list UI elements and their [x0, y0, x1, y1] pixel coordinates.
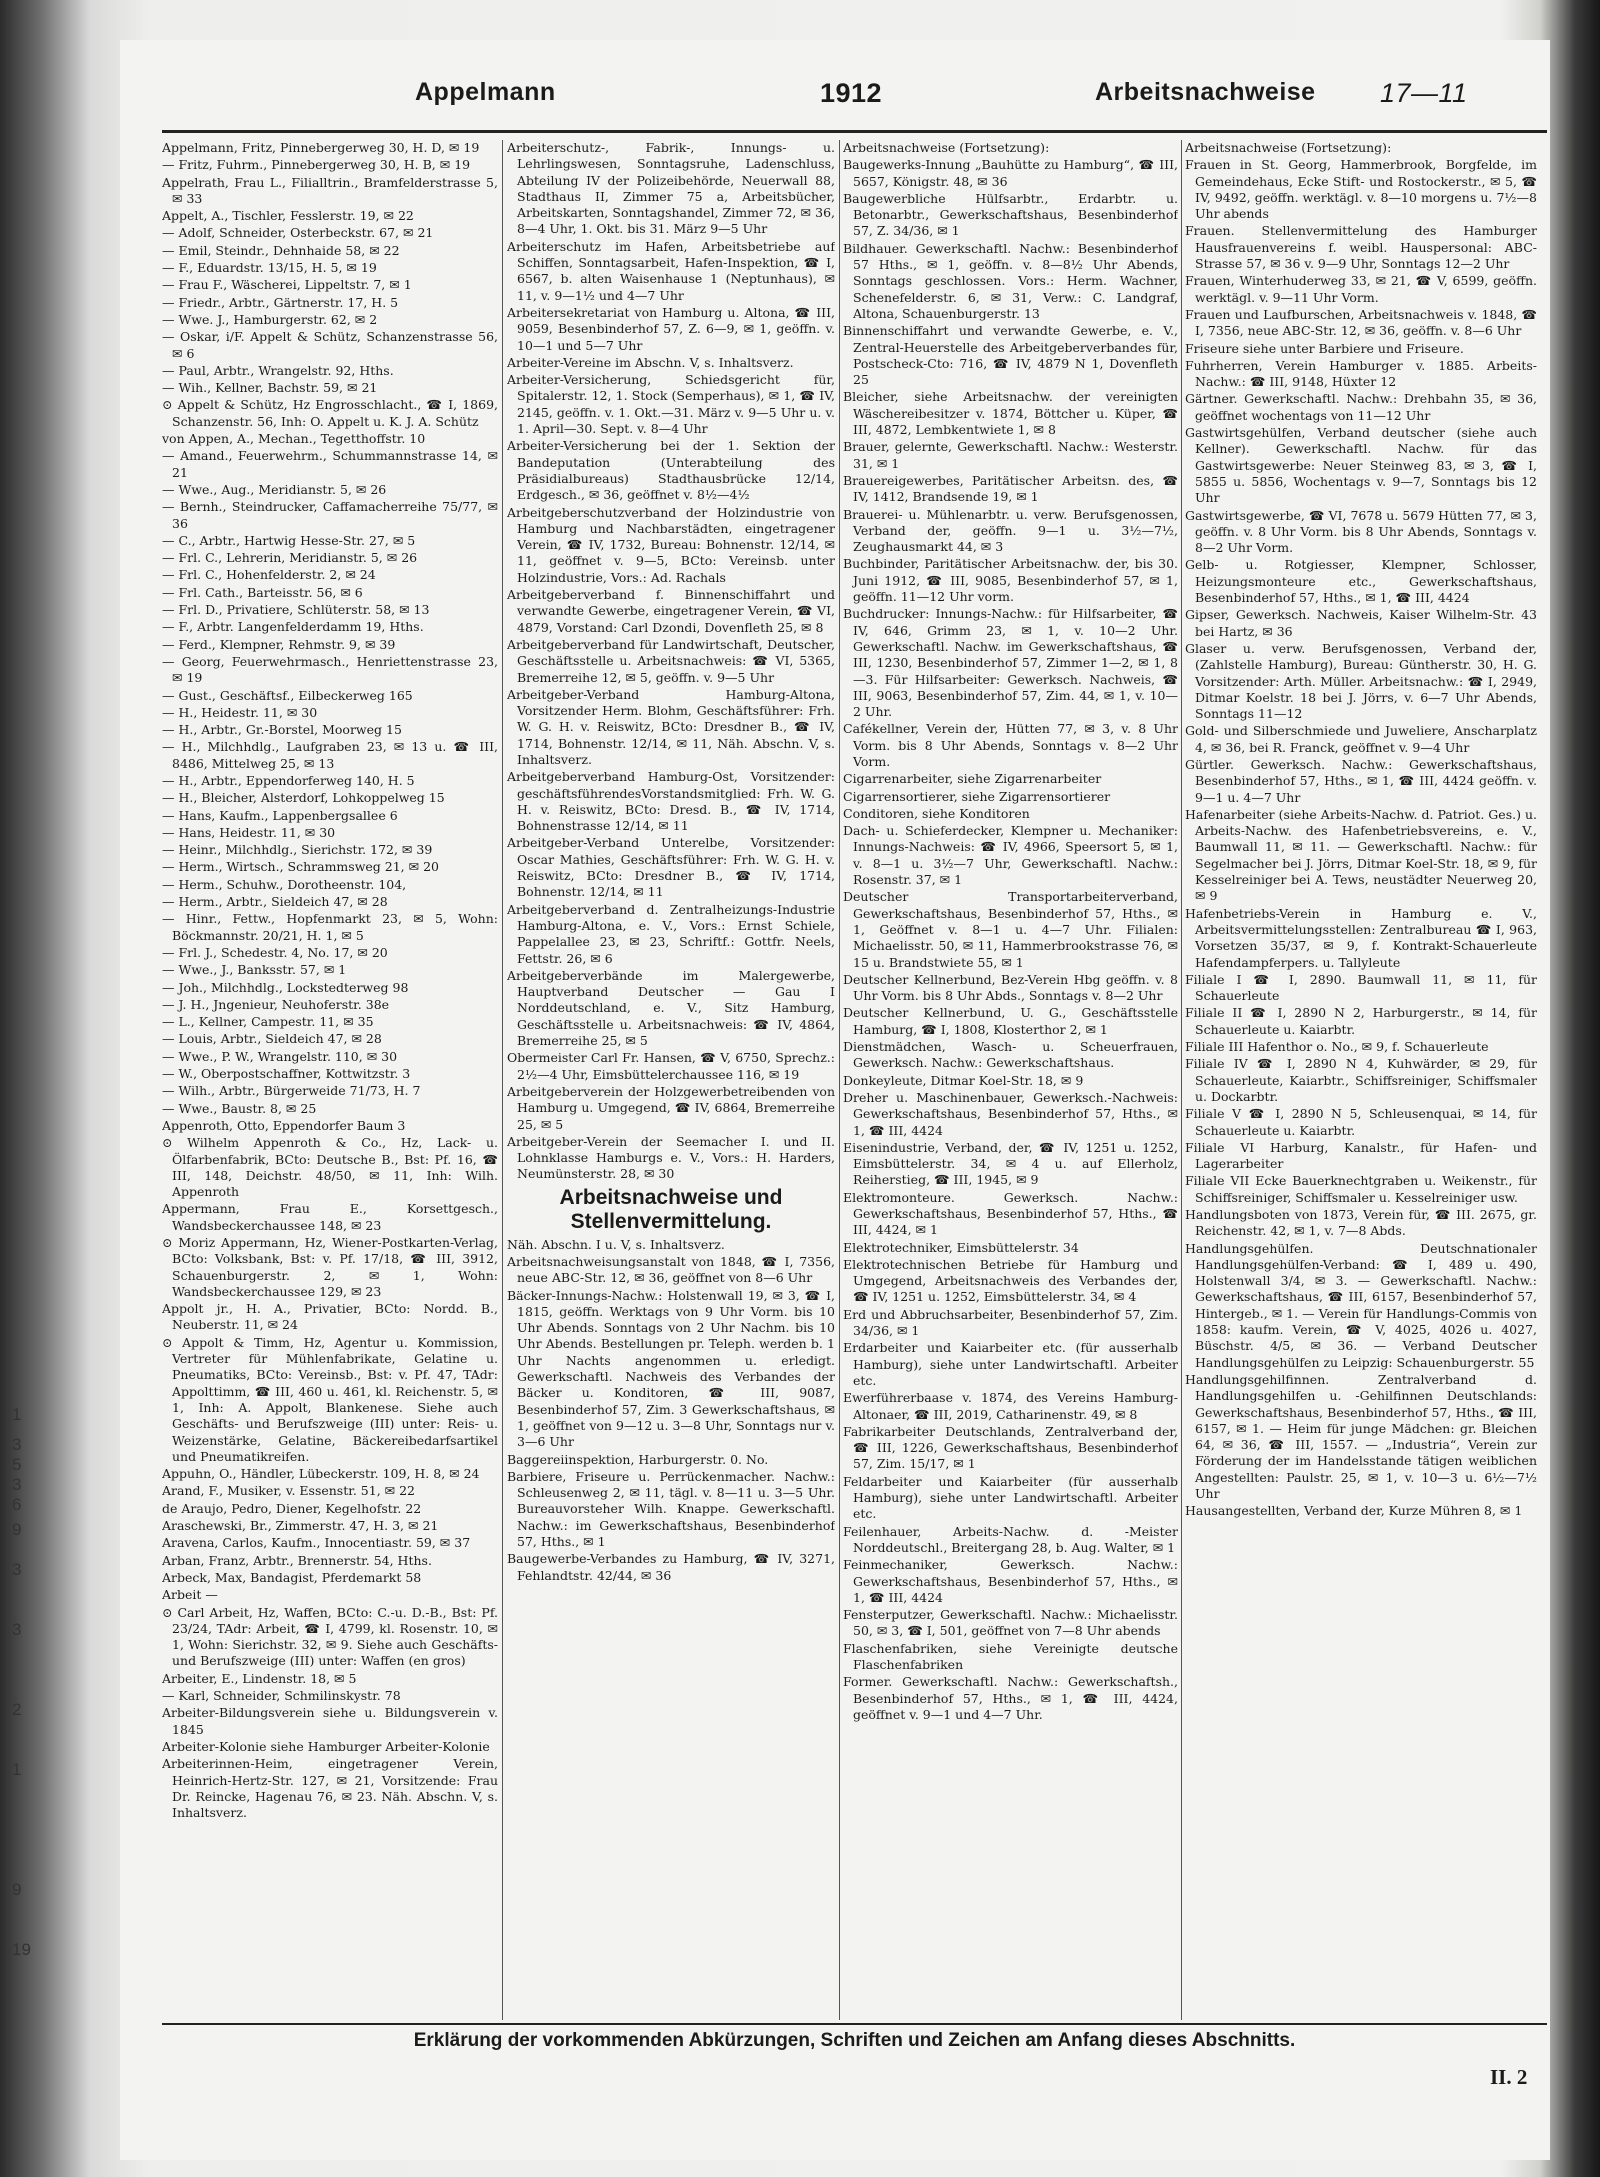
directory-entry: Arbeiter, E., Lindenstr. 18, ✉ 5 [162, 1670, 357, 1686]
directory-entry: — L., Kellner, Campestr. 11, ✉ 35 [162, 1014, 374, 1030]
directory-entry: — Frl. D., Privatiere, Schlüterstr. 58, ✉ 13 [162, 602, 430, 618]
directory-entry: Handlungsboten von 1873, Verein für, ☎ III. 2675, gr. Reichenstr. 42, ✉ 1, v. 7—8 Abds. [1185, 1207, 1537, 1239]
directory-entry: Appolt jr., H. A., Privatier, BCto: Nordd. B., Neuberstr. 11, ✉ 24 [162, 1301, 498, 1333]
directory-entry: — F., Arbtr. Langenfelderdamm 19, Hths. [162, 619, 424, 635]
directory-entry: Buchdrucker: Innungs-Nachw.: für Hilfsarbeiter, ☎ IV, 646, Grimm 23, ✉ 1, v. 10—2 Uhr. Gewerkschaftl. Nachw. im Gewerkschaftshaus, ☎ III, 1230, Besenbinderhof 57, Zimmer 1—2, ✉ 1, 8—3. Für Hilfsarbeiter: Gewerksch. Nachweis, ☎ III, 9063, Besenbinderhof 57, Zim. 44, ✉ 1, v. 10—2 Uhr. [843, 606, 1178, 720]
directory-entry: — Herm., Arbtr., Sieldeich 47, ✉ 28 [162, 894, 388, 910]
directory-entry: Friseure siehe unter Barbiere und Friseure. [1185, 340, 1464, 356]
directory-entry: — Frau F., Wäscherei, Lippeltstr. 7, ✉ 1 [162, 277, 412, 293]
directory-entry: Arbeiterschutz-, Fabrik-, Innungs- u. Lehrlingswesen, Sonntagsruhe, Ladenschluss, Abteilung IV der Polizeibehörde, Neuerwall 88, Stadthaus II, Zimmer 75 a, Arbeitsbücher, Arbeitskarten, Sonntagshandel, Zimmer 72, ✉ 36, 8—4 Uhr, 1. Okt. bis 31. März 9—5 Uhr [507, 140, 835, 237]
directory-entry: Appelrath, Frau L., Filialltrin., Bramfelderstrasse 5, ✉ 33 [162, 174, 498, 206]
directory-entry: Fensterputzer, Gewerkschaftl. Nachw.: Michaelisstr. 50, ✉ 3, ☎ I, 501, geöffnet von 7—8 Uhr abends [843, 1607, 1178, 1639]
footer-note: Erklärung der vorkommenden Abkürzungen, Schriften und Zeichen am Anfang dieses Abschnitts. [413, 2030, 1296, 2051]
directory-entry: Araschewski, Br., Zimmerstr. 47, H. 3, ✉ 21 [162, 1518, 439, 1534]
directory-entry: — H., Arbtr., Gr.-Borstel, Moorweg 15 [162, 722, 402, 738]
directory-entry: Gelb- u. Rotgiesser, Klempner, Schlosser, Heizungsmonteure etc., Gewerkschaftshaus, Besenbinderhof 57, Hths., ✉ 1, ☎ III, 4424 [1185, 557, 1537, 606]
directory-entry: Filiale V ☎ I, 2890 N 5, Schleusenquai, ✉ 14, für Schauerleute u. Kaiarbtr. [1185, 1106, 1537, 1138]
directory-entry: Deutscher Kellnerbund, U. G., Geschäftsstelle Hamburg, ☎ I, 1808, Klosterthor 2, ✉ 1 [843, 1005, 1178, 1037]
directory-entry: Former. Gewerkschaftl. Nachw.: Gewerkschaftsh., Besenbinderhof 57, Hths., ✉ 1, ☎ III, 4424, geöffnet v. 9—1 und 4—7 Uhr. [843, 1674, 1178, 1722]
directory-entry: de Araujo, Pedro, Diener, Kegelhofstr. 22 [162, 1500, 422, 1516]
header-page-number: 17—11 [1380, 78, 1468, 108]
directory-entry: Filiale IV ☎ I, 2890 N 4, Kuhwärder, ✉ 29, für Schauerleute, Kaiarbtr., Schiffsreiniger, Schiffsmaler u. Dockarbtr. [1185, 1056, 1537, 1104]
directory-entry: Binnenschiffahrt und verwandte Gewerbe, e. V., Zentral-Heuerstelle des Arbeitgeberverbandes für, Postscheck-Cto: 716, ☎ IV, 4879 N 1, Dovenfleth 25 [843, 323, 1178, 388]
directory-entry: Filiale VI Harburg, Kanalstr., für Hafen- und Lagerarbeiter [1185, 1139, 1537, 1172]
directory-entry: Feldarbeiter und Kaiarbeiter (für ausserhalb Hamburg), siehe unter Landwirtschaftl. Arbeiter etc. [843, 1473, 1178, 1522]
margin-digit: 3 [12, 1435, 22, 1454]
margin-digit: 9 [12, 1520, 22, 1539]
directory-entry: Näh. Abschn. I u. V, s. Inhaltsverz. [507, 1236, 725, 1252]
directory-entry: Baugewerbe-Verbandes zu Hamburg, ☎ IV, 3271, Fehlandtstr. 42/44, ✉ 36 [507, 1551, 835, 1583]
directory-entry: Baugewerks-Innung „Bauhütte zu Hamburg“, ☎ III, 5657, Königstr. 48, ✉ 36 [843, 157, 1178, 189]
directory-entry: — Paul, Arbtr., Wrangelstr. 92, Hths. [162, 362, 394, 378]
directory-entry: Arbeitgeberverein der Holzgewerbetreibenden von Hamburg u. Umgegend, ☎ IV, 6864, Bremerreihe 25, ✉ 5 [507, 1083, 835, 1132]
directory-entry: Gärtner. Gewerkschaftl. Nachw.: Drehbahn 35, ✉ 36, geöffnet wochentags von 11—12 Uhr [1185, 391, 1537, 423]
directory-entry: Erdarbeiter und Kaiarbeiter etc. (für ausserhalb Hamburg), siehe unter Landwirtschaftl. Arbeiter etc. [843, 1340, 1178, 1388]
directory-entry: Filiale III Hafenthor o. No., ✉ 9, f. Schauerleute [1185, 1039, 1489, 1055]
directory-entry: — Hans, Kaufm., Lappenbergsallee 6 [162, 807, 398, 823]
directory-entry: — Joh., Milchhdlg., Lockstedterweg 98 [162, 979, 409, 995]
directory-entry: Cigarrensortierer, siehe Zigarrensortierer [843, 788, 1111, 804]
directory-entry: Gastwirtsgewerbe, ☎ VI, 7678 u. 5679 Hütten 77, ✉ 3, geöffn. v. 8 Uhr Vorm. bis 8 Uhr Abends, Sonntags v. 8—2 Uhr Vorm. [1185, 507, 1537, 556]
directory-entry: — Emil, Steindr., Dehnhaide 58, ✉ 22 [162, 242, 400, 258]
directory-entry: — Oskar, i/F. Appelt & Schütz, Schanzenstrasse 56, ✉ 6 [162, 329, 498, 361]
directory-entry: Elektromonteure. Gewerksch. Nachw.: Gewerkschaftshaus, Besenbinderhof 57, Hths., ☎ III, 4424, ✉ 1 [843, 1189, 1178, 1238]
directory-entry: — H., Bleicher, Alsterdorf, Lohkoppelweg 15 [162, 790, 445, 806]
directory-entry: — C., Arbtr., Hartwig Hesse-Str. 27, ✉ 5 [162, 532, 416, 548]
directory-entry: — Wwe., Baustr. 8, ✉ 25 [162, 1100, 317, 1116]
directory-entry: Gastwirtsgehülfen, Verband deutscher (siehe auch Kellner). Gewerkschaftl. Nachw. für das Gastwirtsgewerbe: Neuer Steinweg 83, ✉ 3, ☎ I, 5855 u. 5856, Wochentags v. 9—7, Sonntags bis 12 Uhr [1185, 425, 1537, 506]
directory-entry: — Wwe., P. W., Wrangelstr. 110, ✉ 30 [162, 1048, 398, 1064]
directory-entry: — Wwe., Aug., Meridianstr. 5, ✉ 26 [162, 481, 387, 497]
directory-entry: Arbeck, Max, Bandagist, Pferdemarkt 58 [162, 1569, 422, 1585]
directory-entry: — Herm., Wirtsch., Schrammsweg 21, ✉ 20 [162, 859, 439, 875]
directory-entry: Appelmann, Fritz, Pinnebergerweg 30, H. D, ✉ 19 [162, 140, 480, 155]
directory-entry: Feilenhauer, Arbeits-Nachw. d. -Meister Norddeutschl., Breitergang 28, b. Aug. Walter, ✉ 1 [843, 1523, 1178, 1555]
directory-entry: Obermeister Carl Fr. Hansen, ☎ V, 6750, Sprechz.: 2½—4 Uhr, Eimsbüttelerchaussee 116, ✉ 19 [507, 1050, 835, 1082]
directory-entry: — H., Milchhdlg., Laufgraben 23, ✉ 13 u. ☎ III, 8486, Mittelweg 25, ✉ 13 [162, 739, 498, 771]
directory-entry: Arbeitsnachweisungsanstalt von 1848, ☎ I, 7356, neue ABC-Str. 12, ✉ 36, geöffnet von 8—6 Uhr [507, 1254, 835, 1286]
margin-digit: 19 [12, 1940, 31, 1959]
directory-entry: Arbeiterinnen-Heim, eingetragener Verein, Heinrich-Hertz-Str. 127, ✉ 21, Vorsitzende: Frau Dr. Reincke, Hagenau 76, ✉ 23. Näh. Abschn. V, s. Inhaltsverz. [162, 1756, 498, 1821]
directory-entry: Elektrotechnischen Betriebe für Hamburg und Umgegend, Arbeitsnachweis des Verbandes der, ☎ IV, 1251 u. 1252, Eimsbüttelerstr. 34, ✉ 4 [843, 1256, 1178, 1305]
directory-entry: Frauen. Stellenvermittelung des Hamburger Hausfrauenvereins f. weibl. Hauspersonal: ABC-Strasse 57, ✉ 36 v. 9—9 Uhr, Sonntags 12—2 Uhr [1185, 223, 1537, 272]
directory-entry: — Karl, Schneider, Schmilinskystr. 78 [162, 1688, 401, 1704]
directory-entry: Bleicher, siehe Arbeitsnachw. der vereinigten Wäschereibesitzer v. 1874, Böttcher u. Küper, ☎ III, 4872, Lembkentwiete 1, ✉ 8 [843, 389, 1178, 438]
directory-entry: Handlungsgehülfen. Deutschnationaler Handlungsgehülfen-Verband: ☎ I, 489 u. 490, Holstenwall 3/4, ✉ 3. — Gewerkschaftl. Nachw.: Gewerkschaftshaus, ☎ III, 6157, Besenbinderhof 57, Hintergeb., ✉ 1. — Verein für Handlungs-Commis von 1858: kaufm. Verein, ☎ V, 4025, 4026 u. 4027, Büschstr. 4/5, ✉ 36. — Verband Deutscher Handlungsgehülfen zu Leipzig: Schauenburgerstr. 55 [1185, 1240, 1537, 1370]
directory-entry: Arbeiterschutz im Hafen, Arbeitsbetriebe auf Schiffen, Sonntagsarbeit, Hafen-Inspektion, ☎ I, 6567, b. alten Waisenhause 1 (Neptunhaus), ✉ 11, v. 9—1½ und 4—7 Uhr [507, 238, 835, 303]
directory-entry: Filiale VII Ecke Bauerknechtgraben u. Weikenstr., für Schiffsreiniger, Schiffsmaler u. Kesselreiniger usw. [1185, 1173, 1537, 1205]
section-heading: Arbeitsnachweise und Stellenvermittelung. [559, 1185, 783, 1233]
directory-entry: — Frl. C., Hohenfelderstr. 2, ✉ 24 [162, 567, 376, 583]
directory-entry: ⊙ Wilhelm Appenroth & Co., Hz, Lack- u. Ölfarbenfabrik, BCto: Deutsche B., Bst: Pf. 16, ☎ III, 148, Deichstr. 48/50, ✉ 11, Inh: Wilh. Appenroth [162, 1135, 498, 1200]
directory-entry: Brauereigewerbes, Paritätischer Arbeitsn. des, ☎ IV, 1412, Brandsende 19, ✉ 1 [843, 472, 1178, 505]
column-divider [1181, 140, 1182, 2020]
directory-entry: Glaser u. verw. Berufsgenossen, Verband der, (Zahlstelle Hamburg), Bureau: Güntherstr. 30, H. G. Vorsitzender: Arth. Müller. Arbeitsnachw.: ☎ I, 2949, Ditmar Koelstr. 18 bei J. Jörrs, v. 6—7 Uhr Abends, Sonntags 11—12 [1185, 640, 1537, 722]
directory-entry: — Adolf, Schneider, Osterbeckstr. 67, ✉ 21 [162, 225, 434, 241]
directory-entry: Arbeitgeber-Verein der Seemacher I. und II. Lohnklasse Hamburgs e. V., Vors.: H. Harders, Neumünsterstr. 28, ✉ 30 [507, 1133, 835, 1182]
directory-entry: — Georg, Feuerwehrmasch., Henriettenstrasse 23, ✉ 19 [162, 653, 498, 686]
directory-entry: Aravena, Carlos, Kaufm., Innocentiastr. 59, ✉ 37 [162, 1535, 471, 1551]
directory-entry: Buchbinder, Paritätischer Arbeitsnachw. der, bis 30. Juni 1912, ☎ III, 9085, Besenbinderhof 57, ✉ 1, geöffn. 11—12 Uhr vorm. [843, 556, 1178, 605]
column-2 [507, 140, 835, 2020]
directory-entry: Erd und Abbruchsarbeiter, Besenbinderhof 57, Zim. 34/36, ✉ 1 [843, 1306, 1178, 1339]
column-4 [1185, 140, 1537, 2020]
directory-entry: — Frl. J., Schedestr. 4, No. 17, ✉ 20 [162, 944, 388, 960]
directory-entry: Arbeitgeberverband f. Binnenschiffahrt und verwandte Gewerbe, eingetragener Verein, ☎ VI, 4879, Vorstand: Carl Dzondi, Dovenfleth 25, ✉ 8 [507, 587, 835, 635]
directory-entry: von Appen, A., Mechan., Tegetthoffstr. 10 [162, 431, 426, 447]
directory-entry: Gold- und Silberschmiede und Juweliere, Anscharplatz 4, ✉ 36, bei R. Franck, geöffnet v. 9—4 Uhr [1185, 723, 1537, 755]
directory-entry: Dreher u. Maschinenbauer, Gewerksch.-Nachweis: Gewerkschaftshaus, Besenbinderhof 57, Hths., ✉ 1, ☎ III, 4424 [843, 1089, 1178, 1138]
directory-entry: Arbeitgeber-Verband Unterelbe, Vorsitzender: Oscar Mathies, Geschäftsführer: Frh. W. G. H. v. Reiswitz, BCto: Dresdner B., ☎ IV, 1714, Bohnenstr. 12/14, ✉ 11 [507, 835, 835, 900]
directory-entry: Appuhn, O., Händler, Lübeckerstr. 109, H. 8, ✉ 24 [162, 1466, 480, 1482]
margin-digit: 9 [12, 1880, 22, 1899]
directory-entry: — Fritz, Fuhrm., Pinnebergerweg 30, H. B, ✉ 19 [162, 157, 471, 173]
directory-entry: Deutscher Kellnerbund, Bez-Verein Hbg geöffn. v. 8 Uhr Vorm. bis 8 Uhr Abds., Sonntags v. 8—2 Uhr [843, 971, 1178, 1004]
directory-entry: Arban, Franz, Arbtr., Brennerstr. 54, Hths. [162, 1552, 432, 1568]
directory-entry: Arbeiter-Versicherung bei der 1. Sektion der Bandeputation (Unterabteilung des Präsidialbureaus) Stadthausbrücke 12/14, Erdgesch., ✉ 36, geöffnet v. 8½—4½ [507, 438, 835, 503]
directory-entry: Baggereiinspektion, Harburgerstr. 0. No. [507, 1451, 769, 1467]
directory-entry: — Friedr., Arbtr., Gärtnerstr. 17, H. 5 [162, 294, 399, 310]
directory-entry: Dienstmädchen, Wasch- u. Scheuerfrauen, Gewerksch. Nachw.: Gewerkschaftshaus. [843, 1039, 1178, 1071]
directory-entry: Arbeit — [162, 1587, 218, 1603]
directory-entry: Fuhrherren, Verein Hamburger v. 1885. Arbeits-Nachw.: ☎ III, 9148, Hüxter 12 [1185, 357, 1537, 390]
directory-entry: Fabrikarbeiter Deutschlands, Zentralverband der, ☎ III, 1226, Gewerkschaftshaus, Besenbinderhof 57, Zim. 15/17, ✉ 1 [843, 1423, 1178, 1472]
column-divider [502, 140, 503, 2020]
header-rule [162, 130, 1547, 133]
directory-entry: — Wilh., Arbtr., Bürgerweide 71/73, H. 7 [162, 1083, 421, 1099]
directory-entry: Arbeitgeberverband Hamburg-Ost, Vorsitzender: geschäftsführendesVorstandsmitglied: Frh. W. G. H. v. Reiswitz, BCto: Dresd. B., ☎ IV, 1714, Bohnenstrasse 12/14, ✉ 11 [507, 769, 835, 834]
directory-entry: Donkeyleute, Ditmar Koel-Str. 18, ✉ 9 [843, 1072, 1084, 1088]
directory-entry: Hafenarbeiter (siehe Arbeits-Nachw. d. Patriot. Ges.) u. Arbeits-Nachw. des Hafenbetriebsvereins, e. V., Baumwall 11, ✉ 11. — Gewerkschaftl. Nachw.: für Segelmacher bei J. Jörrs, Ditmar Koel-Str. 18, ✉ 9, für Kesselreiniger bei A. Tews, neustädter Neuerweg 20, ✉ 9 [1185, 806, 1537, 904]
directory-entry: — Wwe., J., Banksstr. 57, ✉ 1 [162, 962, 347, 978]
directory-entry: — Herm., Schuhw., Dorotheenstr. 104, [162, 876, 407, 892]
directory-entry: — Wwe. J., Hamburgerstr. 62, ✉ 2 [162, 311, 378, 327]
directory-entry: — Wih., Kellner, Bachstr. 59, ✉ 21 [162, 380, 378, 396]
margin-digit: 3 [12, 1560, 22, 1579]
directory-entry: — F., Eduardstr. 13/15, H. 5, ✉ 19 [162, 260, 377, 276]
directory-entry: Frauen, Winterhuderweg 33, ✉ 21, ☎ V, 6599, geöffn. werktägl. v. 9—11 Uhr Vorm. [1185, 273, 1537, 305]
directory-entry: Arand, F., Musiker, v. Essenstr. 51, ✉ 22 [162, 1483, 416, 1499]
directory-entry: Gipser, Gewerksch. Nachweis, Kaiser Wilhelm-Str. 43 bei Hartz, ✉ 36 [1185, 607, 1537, 639]
footer-rule [162, 2023, 1547, 2025]
left-margin-bleed [0, 0, 120, 2177]
directory-entry: ⊙ Carl Arbeit, Hz, Waffen, BCto: C.-u. D.-B., Bst: Pf. 23/24, TAdr: Arbeit, ☎ I, 4799, kl. Rosenstr. 10, ✉ 1, Wohn: Sierichstr. 32, ✉ 9. Siehe auch Geschäfts- und Berufszweige (III) unter: Waffen (en gros) [162, 1604, 498, 1669]
column-3 [843, 140, 1178, 2020]
directory-entry: — Frl. Cath., Barteisstr. 56, ✉ 6 [162, 584, 363, 600]
column-1 [162, 140, 498, 2020]
directory-entry: Cafékellner, Verein der, Hütten 77, ✉ 3, v. 8 Uhr Vorm. bis 8 Uhr Abends, Sonntags v. 8—2 Uhr Vorm. [843, 721, 1178, 769]
column-divider [839, 140, 840, 2020]
directory-entry: Brauerei- u. Mühlenarbtr. u. verw. Berufsgenossen, Verband der, geöffn. 9—1 u. 3½—7½, Zeughausmarkt 44, ✉ 3 [843, 506, 1178, 555]
header-section-title: Arbeitsnachweise [1095, 78, 1316, 106]
margin-digit: 6 [12, 1495, 22, 1514]
directory-entry: — Heinr., Milchhdlg., Sierichstr. 172, ✉ 39 [162, 842, 433, 858]
directory-entry: Feinmechaniker, Gewerksch. Nachw.: Gewerkschaftshaus, Besenbinderhof 57, Hths., ✉ 1, ☎ III, 4424 [843, 1557, 1178, 1605]
directory-entry: Ewerführerbaase v. 1874, des Vereins Hamburg-Altonaer, ☎ III, 2019, Catharinenstr. 49, ✉ 8 [843, 1390, 1178, 1422]
directory-entry: Bildhauer. Gewerkschaftl. Nachw.: Besenbinderhof 57 Hths., ✉ 1, geöffn. v. 8—8½ Uhr Abends, Sonntags geschlossen. Vors.: Herm. Wachner, Schenefelderstr. 6, ✉ 31, Verw.: C. Landgraf, Altona, Schauenburgerstr. 13 [843, 240, 1178, 321]
margin-digit: 3 [12, 1475, 22, 1494]
directory-entry: — Bernh., Steindrucker, Caffamacherreihe 75/77, ✉ 36 [162, 499, 498, 531]
directory-entry: Appelt, A., Tischler, Fesslerstr. 19, ✉ 22 [162, 208, 414, 224]
directory-entry: Bäcker-Innungs-Nachw.: Holstenwall 19, ✉ 3, ☎ I, 1815, geöffn. Werktags von 9 Uhr Vorm. bis 10 Uhr Abends. Sonntags von 2 Uhr Nachm. bis 10 Uhr Abends. Bestellungen pr. Teleph. werden b. 1 Uhr Nachts angenommen u. erledigt. Gewerkschaftl. Nachweis des Verbandes der Bäcker u. Konditoren, ☎ III, 9087, Besenbinderhof 57, Zim. 3 Gewerkschaftshaus, ✉ 1, geöffnet von 9—12 u. 3—8 Uhr, Sonntags nur v. 3—6 Uhr [507, 1287, 835, 1450]
directory-entry: Frauen und Laufburschen, Arbeitsnachweis v. 1848, ☎ I, 7356, neue ABC-Str. 12, ✉ 36, geöffn. v. 8—6 Uhr [1185, 306, 1537, 339]
margin-digit: 2 [12, 1700, 22, 1719]
directory-entry: Elektrotechniker, Eimsbüttelerstr. 34 [843, 1239, 1079, 1255]
directory-entry: Arbeiter-Bildungsverein siehe u. Bildungsverein v. 1845 [162, 1705, 498, 1737]
directory-entry: Arbeitgeberverband d. Zentralheizungs-Industrie Hamburg-Altona, e. V., Vors.: Ernst Schiele, Pappelallee 23, ✉ 23, Schriftf.: Gottfr. Neels, Fettstr. 26, ✉ 6 [507, 901, 835, 966]
header-year: 1912 [820, 78, 883, 108]
directory-entry: Hafenbetriebs-Verein in Hamburg e. V., Arbeitsvermittelungsstellen: Zentralbureau ☎ I, 963, Vorsetzen 35/37, ✉ 9, f. Kontrakt-Schauerleute Hafendampferpers. u. Tallyleute [1185, 905, 1537, 970]
directory-entry: ⊙ Appelt & Schütz, Hz Engrosschlacht., ☎ I, 1869, Schanzenstr. 56, Inh: O. Appelt u. K. J. A. Schütz [162, 397, 498, 429]
directory-entry: Arbeitgeber-Verband Hamburg-Altona, Vorsitzender Herm. Blohm, Geschäftsführer: Frh. W. G. H. v. Reiswitz, BCto: Dresdner B., ☎ IV, 1714, Bohnenstr. 12/14, ✉ 11, Näh. Abschn. V, s. Inhaltsverz. [507, 686, 835, 767]
margin-digit: 5 [12, 1455, 22, 1474]
header-left-word: Appelmann [415, 78, 556, 106]
directory-entry: Frauen in St. Georg, Hammerbrook, Borgfelde, im Gemeindehaus, Ecke Stift- und Rostockerstr., ✉ 5, ☎ IV, 9492, geöffn. werktägl. v. 8—10 morgens u. 7½—8 Uhr abends [1185, 157, 1537, 222]
margin-digit: 3 [12, 1620, 22, 1639]
directory-entry: — W., Oberpostschaffner, Kottwitzstr. 3 [162, 1066, 411, 1082]
margin-digit: 1 [12, 1760, 22, 1779]
directory-entry: — Louis, Arbtr., Sieldeich 47, ✉ 28 [162, 1031, 382, 1047]
directory-entry: — Ferd., Klempner, Rehmstr. 9, ✉ 39 [162, 636, 396, 652]
directory-entry: Arbeitsnachweise (Fortsetzung): [843, 140, 1050, 155]
directory-entry: Arbeiter-Vereine im Abschn. V, s. Inhaltsverz. [507, 354, 794, 370]
page-signature: II. 2 [1490, 2065, 1528, 2089]
directory-entry: Arbeitgeberschutzverband der Holzindustrie von Hamburg und Nachbarstädten, eingetragener Verein, ☎ IV, 1732, Bureau: Bohnenstr. 12/14, ✉ 11, geöffnet v. 9—5, BCto: Vereinsb. unter Holzindustrie, Vors.: Ad. Rachals [507, 504, 835, 585]
directory-entry: Arbeitersekretariat von Hamburg u. Altona, ☎ III, 9059, Besenbinderhof 57, Z. 6—9, ✉ 1, geöffn. v. 10—1 und 5—7 Uhr [507, 304, 835, 353]
directory-entry: Arbeitgeberverbände im Malergewerbe, Hauptverband Deutscher — Gau I Norddeutschland, e. V., Sitz Hamburg, Geschäftsstelle u. Arbeitsnachweis: ☎ IV, 4864, Bremerreihe 25, ✉ 5 [507, 967, 835, 1049]
directory-entry: Arbeiter-Kolonie siehe Hamburger Arbeiter-Kolonie [162, 1738, 490, 1754]
directory-entry: ⊙ Moriz Appermann, Hz, Wiener-Postkarten-Verlag, BCto: Volksbank, Bst: v. Pf. 17/18, ☎ III, 3912, Schauenburgerstr. 2, ✉ 1, Wohn: Wandsbeckerchaussee 129, ✉ 23 [162, 1235, 498, 1299]
directory-entry: Eisenindustrie, Verband, der, ☎ IV, 1251 u. 1252, Eimsbüttelerstr. 34, ✉ 4 u. auf Ellerholz, Reiherstieg, ☎ III, 1945, ✉ 9 [843, 1139, 1178, 1188]
directory-entry: — Hans, Heidestr. 11, ✉ 30 [162, 824, 336, 840]
directory-entry: Gürtler. Gewerksch. Nachw.: Gewerkschaftshaus, Besenbinderhof 57, Hths., ✉ 1, ☎ III, 4424 geöffn. v. 9—1 u. 4—7 Uhr [1185, 756, 1537, 805]
directory-entry: Appenroth, Otto, Eppendorfer Baum 3 [162, 1117, 406, 1133]
directory-entry: Brauer, gelernte, Gewerkschaftl. Nachw.: Westerstr. 31, ✉ 1 [843, 439, 1178, 471]
directory-entry: Deutscher Transportarbeiterverband, Gewerkschaftshaus, Besenbinderhof 57, Hths., ✉ 1, Geöffnet v. 8—1 u. 4—7 Uhr. Filialen: Michaelisstr. 50, ✉ 11, Hammerbrookstrasse 76, ✉ 15 u. Brandstwiete 55, ✉ 1 [843, 889, 1178, 970]
directory-entry: — J. H., Jngenieur, Neuhoferstr. 38e [162, 996, 390, 1012]
directory-entry: Barbiere, Friseure u. Perrückenmacher. Nachw.: Schleusenweg 2, ✉ 11, tägl. v. 8—11 u. 3—5 Uhr. Bureauvorsteher Wilh. Knappe. Gewerkschaftl. Nachw.: im Gewerkschaftshaus, Besenbinderhof 57, Hths., ✉ 1 [507, 1468, 835, 1550]
directory-entry: — Frl. C., Lehrerin, Meridianstr. 5, ✉ 26 [162, 550, 418, 566]
directory-entry: Filiale I ☎ I, 2890. Baumwall 11, ✉ 11, für Schauerleute [1185, 971, 1537, 1004]
directory-entry: — Gust., Geschäftsf., Eilbeckerweg 165 [162, 687, 413, 703]
directory-entry: Arbeitgeberverband für Landwirtschaft, Deutscher, Geschäftsstelle u. Arbeitsnachweis: ☎ VI, 5365, Bremerreihe 12, ✉ 5, geöffn. v. 9—5 Uhr [507, 636, 835, 685]
directory-entry: ⊙ Appolt & Timm, Hz, Agentur u. Kommission, Vertreter für Mühlenfabrikate, Gelatine u. Pneumatiks, BCto: Vereinsb., Bst: v. Pf. 47, TAdr: Appolttimm, ☎ III, 460 u. 461, kl. Reichenstr. 5, ✉ 1, Inh: A. Appolt, Blankenese. Siehe auch Geschäfts- und Berufszweige (III) unter: Reis- u. Weizenstärke, Gelatine, Bäckereibedarfsartikel und Pneumatikreifen. [162, 1334, 498, 1464]
directory-entry: Filiale II ☎ I, 2890 N 2, Harburgerstr., ✉ 14, für Schauerleute u. Kaiarbtr. [1185, 1005, 1537, 1037]
running-header [150, 78, 1550, 122]
directory-entry: Dach- u. Schieferdecker, Klempner u. Mechaniker: Innungs-Nachweis: ☎ IV, 4966, Speersort 5, ✉ 1, v. 8—1 u. 3½—7 Uhr, Gewerkschaftl. Nachw.: Rosenstr. 37, ✉ 1 [843, 823, 1178, 888]
directory-entry: Handlungsgehilfinnen. Zentralverband d. Handlungsgehilfen u. -Gehilfinnen Deutschlands: Gewerkschaftshaus, Besenbinderhof 57, Hths., ☎ III, 6157, ✉ 1. — Heim für junge Mädchen: gr. Bleichen 64, ✉ 36, ☎ III, 1557. — „Industria“, Verein zur Förderung der im Handelsstande tätigen weiblichen Angestellten: Paulstr. 25, ✉ 1, v. 10—3 u. 6½—7½ Uhr [1185, 1371, 1537, 1502]
directory-entry: Flaschenfabriken, siehe Vereinigte deutsche Flaschenfabriken [843, 1640, 1178, 1673]
directory-entry: Conditoren, siehe Konditoren [843, 805, 1030, 821]
directory-entry: — Hinr., Fettw., Hopfenmarkt 23, ✉ 5, Wohn: Böckmannstr. 20/21, H. 1, ✉ 5 [162, 911, 498, 943]
directory-entry: Arbeitsnachweise (Fortsetzung): [1185, 140, 1392, 155]
directory-entry: Cigarrenarbeiter, siehe Zigarrenarbeiter [843, 771, 1102, 787]
margin-digit: 1 [12, 1405, 22, 1424]
directory-entry: — Amand., Feuerwehrm., Schummannstrasse 14, ✉ 21 [162, 448, 498, 480]
directory-entry: Baugewerbliche Hülfsarbtr., Erdarbtr. u. Betonarbtr., Gewerkschaftshaus, Besenbinderhof 57, Z. 34/36, ✉ 1 [843, 190, 1178, 239]
directory-entry: Hausangestellten, Verband der, Kurze Mühren 8, ✉ 1 [1185, 1503, 1523, 1519]
directory-entry: Arbeiter-Versicherung, Schiedsgericht für, Spitalerstr. 12, 1. Stock (Semperhaus), ✉ 1, ☎ IV, 2145, geöffn. v. 1. Okt.—31. März v. 9—5 Uhr u. v. 1. April—30. Sept. v. 8—4 Uhr [507, 372, 835, 437]
directory-entry: — H., Arbtr., Eppendorferweg 140, H. 5 [162, 772, 415, 788]
directory-entry: — H., Heidestr. 11, ✉ 30 [162, 704, 318, 720]
directory-entry: Appermann, Frau E., Korsettgesch., Wandsbeckerchaussee 148, ✉ 23 [162, 1201, 498, 1233]
